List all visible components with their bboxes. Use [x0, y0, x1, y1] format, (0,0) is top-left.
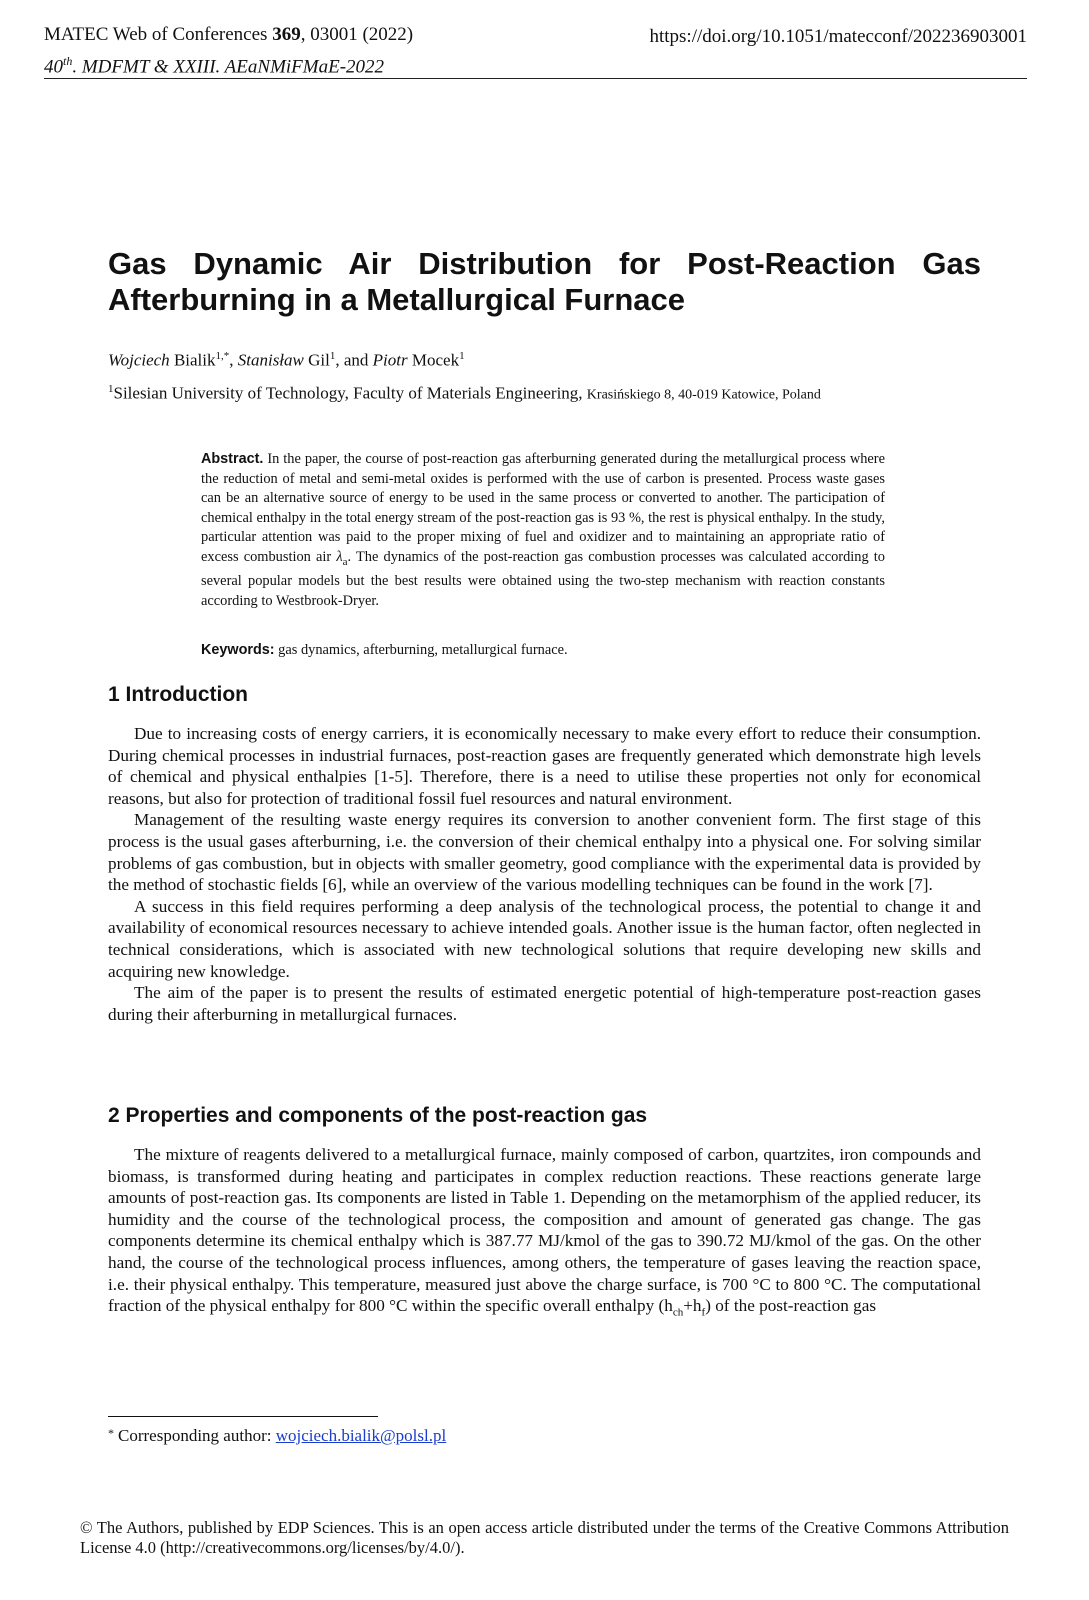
footnote-divider	[108, 1416, 378, 1417]
conference-line: MATEC Web of Conferences 369, 03001 (2022)	[44, 24, 414, 45]
footnote: * Corresponding author: wojciech.bialik@polsl.pl	[108, 1426, 447, 1445]
license-notice: © The Authors, published by EDP Sciences. This is an open access article distributed under the terms of the Creative Commons Attribution License 4.0 (http://creativecommons.org/licenses/by/4.0/).	[80, 1518, 1009, 1557]
author-list: Wojciech Bialik$^{1,*}$, Stanisław Gil$^1$, and Piotr Mocek$^1$	[108, 350, 465, 370]
keywords-label: Keywords:	[201, 642, 275, 658]
properties-body	[108, 1144, 981, 1324]
running-header	[44, 22, 413, 80]
paragraph: Due to increasing costs of energy carriers, it is economically necessary to make every effort to reduce their consumption. During chemical processes in industrial furnaces, post-reaction gases are frequently generated which demonstrate high levels of chemical and physical enthalpies [1-5]. Therefore, there is a need to utilise these properties not only for economical reasons, but also for protection of traditional fossil fuel resources and natural environment.	[108, 724, 981, 808]
section-heading-properties: 2 Properties and components of the post-reaction gas	[108, 1104, 648, 1127]
title-line-1: Gas Dynamic Air Distribution for Post-Reaction Gas	[108, 246, 981, 281]
volume-number: 369	[272, 24, 301, 45]
keywords: Keywords: gas dynamics, afterburning, metallurgical furnace.	[201, 642, 568, 658]
conference-edition: 40th. MDFMT & XXIII. AEaNMiFMaE-2022	[44, 54, 385, 78]
header-divider	[44, 78, 1027, 79]
section-heading-introduction: 1 Introduction	[108, 683, 248, 706]
paragraph: Management of the resulting waste energy requires its conversion to another convenient form. The first stage of this process is the usual gases afterburning, i.e. the conversion of their chemical enthalpy into a physical one. For solving similar problems of gas combustion, but in objects with smaller geometry, good compliance with the experimental data is provided by the method of stochastic fields [6], while an overview of the various modelling techniques can be found in the work [7].	[108, 810, 981, 895]
affiliation: $^1$Silesian University of Technology, Faculty of Materials Engineering, Krasińskiego 8, 40-019 Katowice, Poland	[108, 383, 821, 403]
introduction-body	[108, 723, 981, 1025]
title-line-2: Afterburning in a Metallurgical Furnace	[108, 282, 686, 317]
abstract: Abstract. In the paper, the course of post-reaction gas afterburning generated during the metallurgical process where the reduction of metal and semi-metal oxides is performed with the use of carbon is presented. Process waste gases can be an alternative source of energy to be used in the same process or converted to another. The participation of chemical enthalpy in the total energy stream of the post-reaction gas is 93 %, the rest is physical enthalpy. In the study, particular attention was paid to the proper mixing of fuel and oxidizer and to maintaining an appropriate ratio of excess combustion air $\lambda_a$. The dynamics of the post-reaction gas combustion processes was calculated according to several popular models but the best results were obtained using the two-step mechanism with reaction constants according to Westbrook-Dryer.	[201, 451, 885, 610]
paper-title	[108, 246, 981, 318]
paragraph: The mixture of reagents delivered to a metallurgical furnace, mainly composed of carbon, quartzites, iron compounds and biomass, is transformed during heating and participates in complex reduction reactions. These reactions generate large amounts of post-reaction gas. Its components are listed in Table 1. Depending on the metamorphism of the applied reducer, its humidity and the course of the technological process, the composition and amount of generated gas change. The gas components determine its chemical enthalpy which is 387.77 MJ/kmol of the gas to 390.72 MJ/kmol of the gas. On the other hand, the course of the technological process influences, among others, the temperature of gases leaving the reaction space, i.e. their physical enthalpy. This temperature, measured just above the charge surface, is 700 °C to 800 °C. The computational fraction of the physical enthalpy for 800 °C within the specific overall enthalpy $(h_{ch}+h_f)$ of the post-reaction gas	[108, 1145, 981, 1319]
abstract-label: Abstract.	[201, 451, 264, 467]
paragraph: The aim of the paper is to present the results of estimated energetic potential of high-temperature post-reaction gases during their afterburning in metallurgical furnaces.	[108, 983, 981, 1024]
paragraph: A success in this field requires performing a deep analysis of the technological process, the potential to change it and availability of economical resources necessary to achieve intended goals. Another issue is the human factor, often neglected in technical considerations, which is associated with new technological solutions that require developing new skills and acquiring new knowledge.	[108, 896, 981, 981]
doi-link[interactable]: https://doi.org/10.1051/matecconf/202236903001	[649, 26, 1027, 47]
corresponding-email-link[interactable]: wojciech.bialik@polsl.pl	[275, 1426, 447, 1445]
